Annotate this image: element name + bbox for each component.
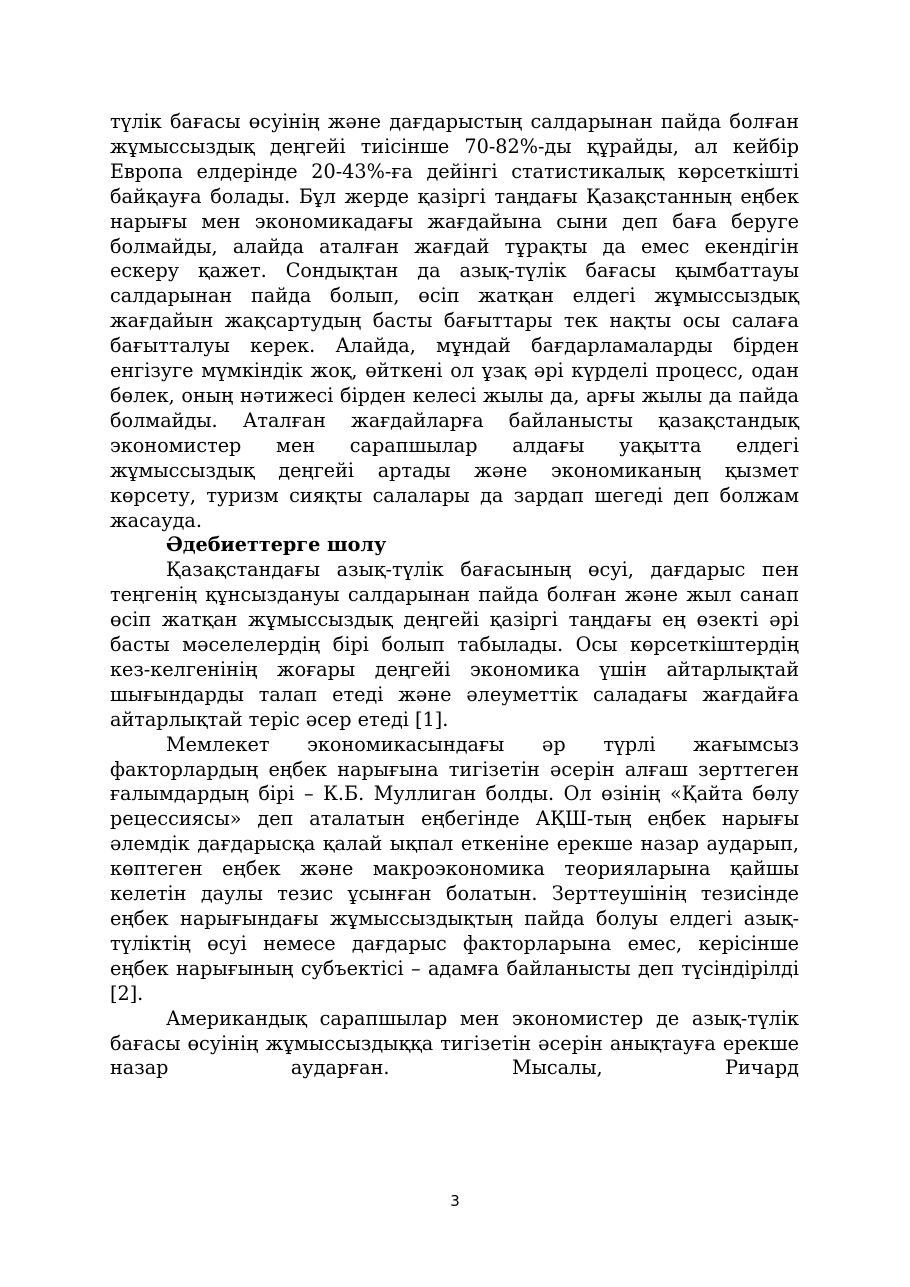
- page-number: 3: [450, 1192, 460, 1210]
- document-page: [110, 110, 799, 1081]
- body-paragraph-3: Мемлекет экономикасындағы әр түрлі жағымсыз факторлардың еңбек нарығына тигізетін әсерін алғаш зерттеген ғалымдардың бірі – К.Б. Муллиган болды. Ол өзінің «Қайта бөлу рецессиясы» деп аталатын еңбегінде АҚШ-тың еңбек нарығы әлемдік дағдарысқа қалай ықпал еткеніне ерекше назар аударып, көптеген еңбек және макроэкономика теорияларына қайшы келетін даулы тезис ұсынған болатын. Зерттеушінің тезисінде еңбек нарығындағы жұмыссыздықтың пайда болуы елдегі азық-түліктің өсуі немесе дағдарыс факторларына емес, керісінше еңбек нарығының субъектісі – адамға байланысты деп түсіндірілді [2].: [110, 732, 799, 1005]
- section-heading: Әдебиеттерге шолу: [166, 533, 387, 557]
- body-paragraph-1: түлік бағасы өсуінің және дағдарыстың салдарынан пайда болған жұмыссыздық деңгейі тиісінше 70-82%-ды құрайды, ал кейбір Европа елдерінде 20-43%-ға дейінгі статистикалық көрсеткішті байқауға болады. Бұл жерде қазіргі таңдағы Қазақстанның еңбек нарығы мен экономикадағы жағдайына сыни деп баға беруге болмайды, алайда аталған жағдай тұрақты да емес екендігін ескеру қажет. Сондықтан да азық-түлік бағасы қымбаттауы салдарынан пайда болып, өсіп жатқан елдегі жұмыссыздық жағдайын жақсартудың басты бағыттары тек нақты осы салаға бағытталуы керек. Алайда, мұндай бағдарламаларды бірден енгізуге мүмкіндік жоқ, өйткені ол ұзақ әрі күрделі процесс, одан бөлек, оның нәтижесі бірден келесі жылы да, арғы жылы да пайда болмайды. Аталған жағдайларға байланысты қазақстандық экономистер мен сарапшылар алдағы уақытта елдегі жұмыссыздық деңгейі артады және экономиканың қызмет көрсету, туризм сияқты салалары да зардап шегеді деп болжам жасауда.: [110, 110, 799, 532]
- body-paragraph-2: Қазақстандағы азық-түлік бағасының өсуі, дағдарыс пен теңгенің құнсыздануы салдарынан пайда болған және жыл санап өсіп жатқан жұмыссыздық деңгейі қазіргі таңдағы ең өзекті әрі басты мәселелердің бірі болып табылады. Осы көрсеткіштердің кез-келгенінің жоғары деңгейі экономика үшін айтарлықтай шығындарды талап етеді және әлеуметтік саладағы жағдайға айтарлықтай теріс әсер етеді [1].: [110, 558, 799, 731]
- body-paragraph-4: Американдық сарапшылар мен экономистер де азық-түлік бағасы өсуінің жұмыссыздыққа тигізетін әсерін анықтауға ерекше назар аударған. Мысалы, Ричард: [110, 1006, 799, 1080]
